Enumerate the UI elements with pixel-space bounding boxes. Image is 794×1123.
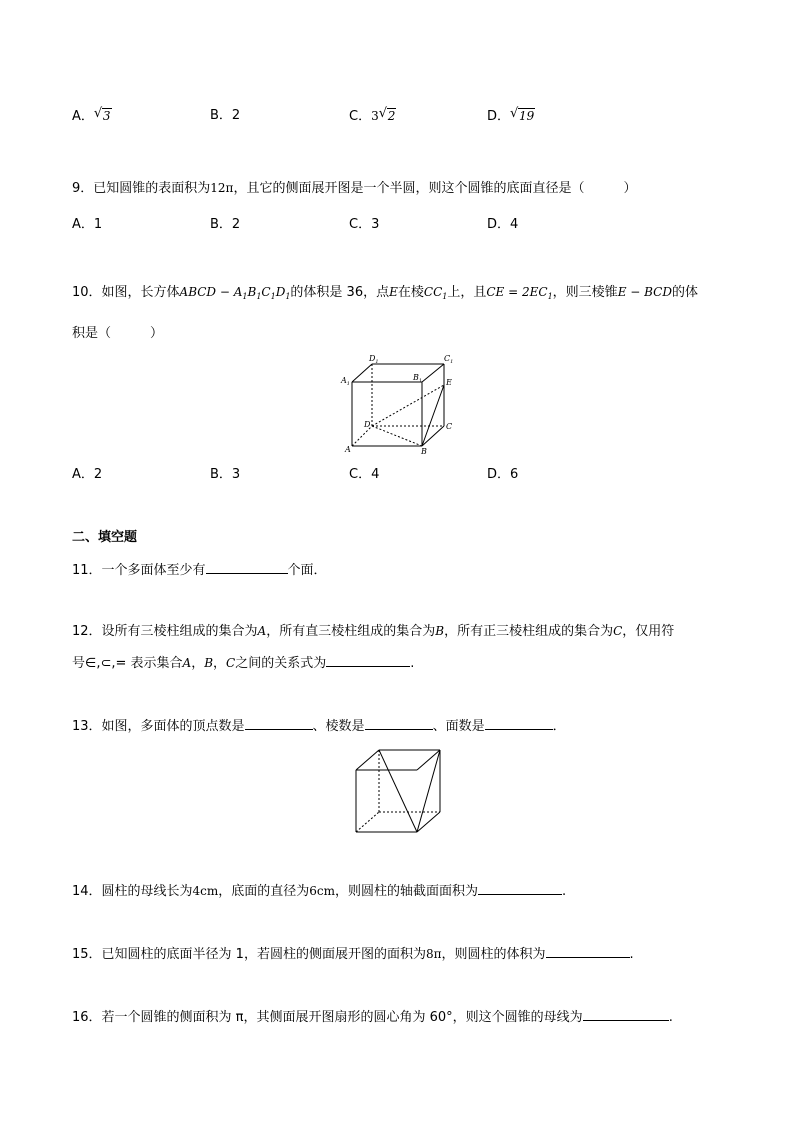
q14-stem: 14．圆柱的母线长为4cm，底面的直径为6cm，则圆柱的轴截面面积为 .	[72, 884, 567, 899]
q9-option-a: A．1	[72, 217, 103, 232]
q13-polyhedron-figure	[350, 746, 446, 838]
q10-option-a: A．2	[72, 467, 103, 482]
q8-option-b: B．2	[210, 108, 241, 123]
sqrt-symbol: √ 2	[378, 106, 396, 123]
q13-stem: 13．如图，多面体的顶点数是 、棱数是 、面数是 ．	[72, 719, 566, 734]
q12-stem-line1: 12．设所有三棱柱组成的集合为A，所有直三棱柱组成的集合为B，所有正三棱柱组成的集合为C，仅用符	[72, 624, 675, 639]
q9-stem: 9．已知圆锥的表面积为12π，且它的侧面展开图是一个半圆，则这个圆锥的底面直径是（ ）	[72, 181, 637, 196]
q11-answer-blank[interactable]	[206, 561, 288, 574]
q10-cuboid-figure	[338, 352, 460, 460]
q9-option-d: D．4	[487, 217, 519, 232]
q8-option-c: C．3 √ 2	[349, 106, 396, 124]
q11-stem: 11．一个多面体至少有 个面．	[72, 563, 327, 578]
q16-answer-blank[interactable]	[583, 1008, 669, 1021]
label-c1: $C_1$	[444, 354, 454, 365]
q10-option-b: B．3	[210, 467, 241, 482]
label-b1: $B_1$	[413, 373, 423, 384]
label-d1: $D_1$	[369, 354, 379, 365]
q9-option-b: B．2	[210, 217, 241, 232]
q16-stem: 16．若一个圆锥的侧面积为 π，其侧面展开图扇形的圆心角为 60°，则这个圆锥的母线为 .	[72, 1010, 673, 1025]
q12-answer-blank[interactable]	[326, 654, 410, 667]
label-b: B	[421, 447, 427, 456]
section-title-fill-in: 二、填空题	[72, 530, 138, 545]
label-e: E	[446, 378, 452, 387]
sqrt-symbol: √ 3	[93, 106, 111, 123]
q13-face-blank[interactable]	[485, 717, 553, 730]
q8-option-a: A． √ 3	[72, 106, 111, 124]
q10-option-c: C．4	[349, 467, 380, 482]
q10-stem-line2: 积是（ ）	[72, 326, 164, 341]
q15-stem: 15．已知圆柱的底面半径为 1，若圆柱的侧面展开图的面积为8π，则圆柱的体积为 .	[72, 947, 634, 962]
q10-stem: 10．如图，长方体ABCD − $A_1B_1C_1D_1$的体积是 36，点E在棱$CC_1$上，且CE = $2EC_1$，则三棱锥E − BCD的体	[72, 285, 698, 301]
q12-stem-line2: 号∈,⊂,= 表示集合A，B，C之间的关系式为 .	[72, 656, 415, 671]
q10-option-d: D．6	[487, 467, 519, 482]
q15-answer-blank[interactable]	[546, 945, 630, 958]
label-a1: $A_1$	[341, 376, 350, 387]
q14-answer-blank[interactable]	[478, 882, 562, 895]
q9-option-c: C．3	[349, 217, 380, 232]
label-c: C	[446, 422, 453, 431]
label-a: A	[345, 445, 351, 454]
q13-vertex-blank[interactable]	[245, 717, 313, 730]
sqrt-symbol: √ 19	[510, 106, 535, 123]
q13-edge-blank[interactable]	[365, 717, 433, 730]
label-d: D	[364, 420, 371, 429]
q8-option-d: D． √ 19	[487, 106, 535, 124]
